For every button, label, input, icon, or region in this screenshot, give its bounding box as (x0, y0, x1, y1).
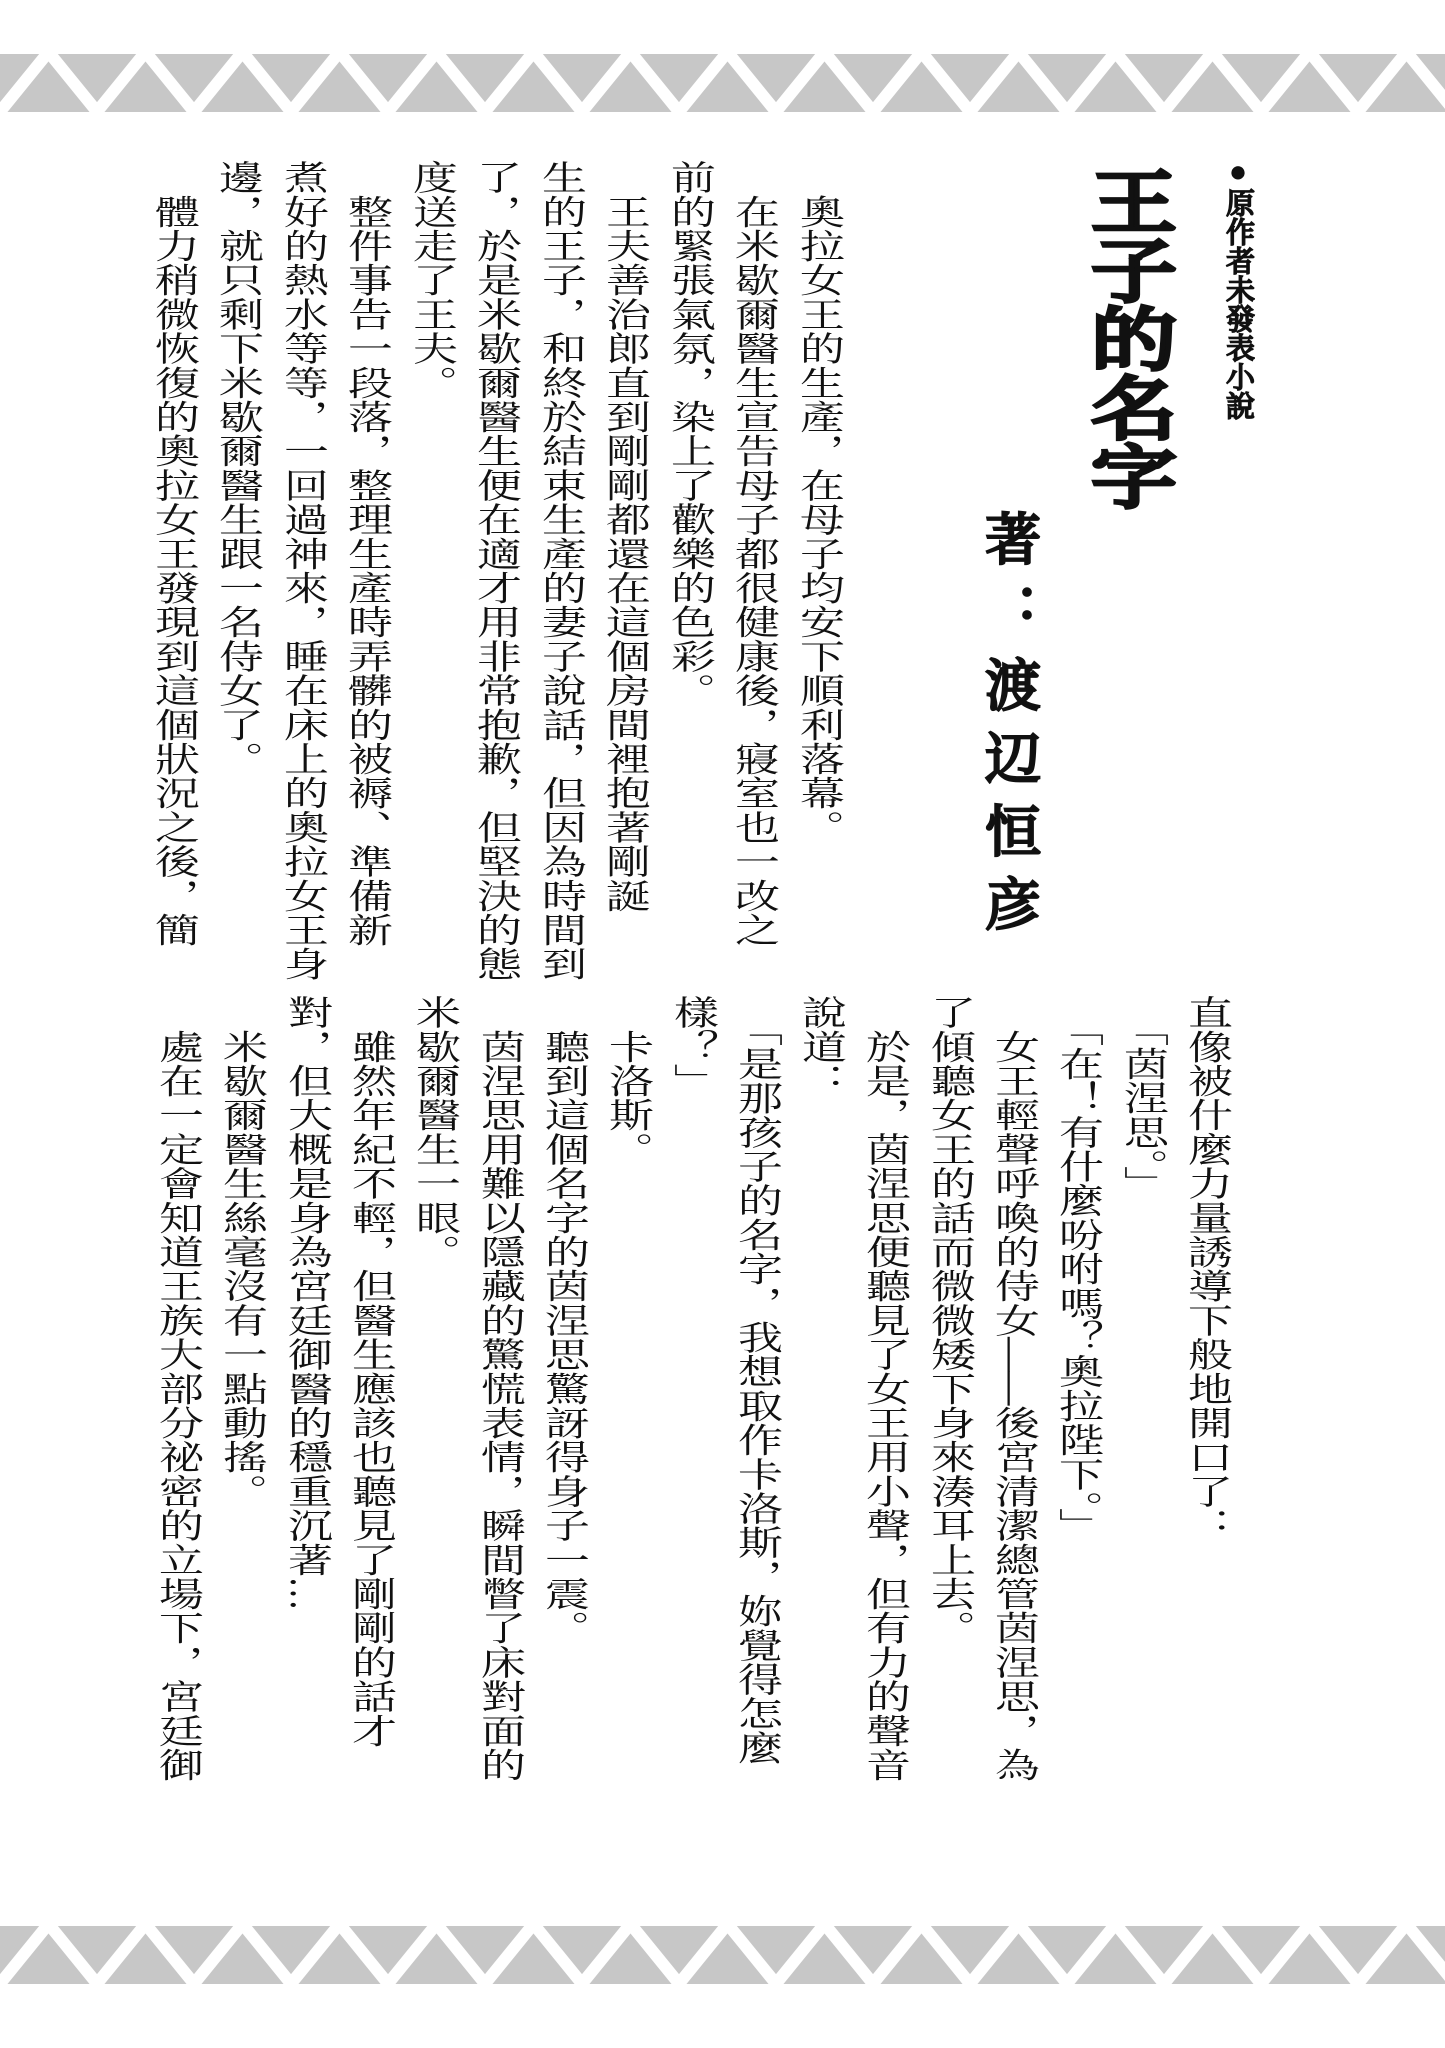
text-column: 體力稍微恢復的奧拉女王發現到這個狀況之後，簡 (148, 160, 198, 947)
text-column: 奧拉女王的生產，在母子均安下順利落幕。 (793, 160, 843, 844)
text-column: 王夫善治郎直到剛剛都還在這個房間裡抱著剛誕 (599, 160, 649, 913)
text-column: 了，於是米歇爾醫生便在適才用非常抱歉，但堅決的態 (470, 160, 520, 981)
text-column: 卡洛斯。 (602, 995, 652, 1166)
text-column: 樣？」 (667, 995, 717, 1098)
text-column: 邊，就只剩下米歇爾醫生跟一名侍女了。 (212, 160, 262, 776)
text-column: 煮好的熱水等等，一回過神來，睡在床上的奧拉女王身 (277, 160, 327, 981)
text-column: 聽到這個名字的茵涅思驚訝得身子一震。 (538, 995, 588, 1645)
text-column: 雖然年紀不輕，但醫生應該也聽見了剛剛的話才 (345, 995, 395, 1748)
zigzag-border-top (0, 54, 1445, 112)
text-column: 米歇爾醫生絲毫沒有一點動搖。 (216, 995, 266, 1508)
author-credit: 著：渡辺恒彦 (978, 510, 1041, 948)
text-column: 在米歇爾醫生宣告母子都很健康後，寢室也一改之 (728, 160, 778, 947)
text-column: 茵涅思用難以隱藏的驚慌表情，瞬間瞥了床對面的 (474, 995, 524, 1782)
text-column: 於是，茵涅思便聽見了女王用小聲，但有力的聲音 (859, 995, 909, 1782)
page-title: 王子的名字 (1078, 166, 1174, 510)
text-column: 說道： (795, 995, 845, 1098)
text-column: 生的王子，和終於結束生產的妻子說話，但因為時間到 (535, 160, 585, 981)
text-column: 米歇爾醫生一眼。 (409, 995, 459, 1269)
series-header: ●原作者未發表小說 (1222, 156, 1254, 420)
text-column: 前的緊張氣氛，染上了歡樂的色彩。 (664, 160, 714, 708)
text-column: 對，但大概是身為宮廷御醫的穩重沉著… (281, 995, 331, 1611)
zigzag-border-bottom (0, 1926, 1445, 1984)
text-column: 整件事告一段落，整理生產時弄髒的被褥、準備新 (341, 160, 391, 947)
text-column: 女王輕聲呼喚的侍女——後宮清潔總管茵涅思，為 (988, 995, 1038, 1782)
text-column: 度送走了王夫。 (406, 160, 456, 400)
text-column: 處在一定會知道王族大部分祕密的立場下，宮廷御 (152, 995, 202, 1782)
text-column: 「在！有什麼吩咐嗎？奧拉陛下。」 (1052, 995, 1102, 1543)
text-column: 「茵涅思。」 (1117, 995, 1167, 1201)
text-column: 直像被什麼力量誘導下般地開口了： (1181, 995, 1231, 1543)
text-column: 了傾聽女王的話而微微矮下身來湊耳上去。 (924, 995, 974, 1645)
text-column: 「是那孩子的名字，我想取作卡洛斯，妳覺得怎麼 (731, 995, 781, 1765)
